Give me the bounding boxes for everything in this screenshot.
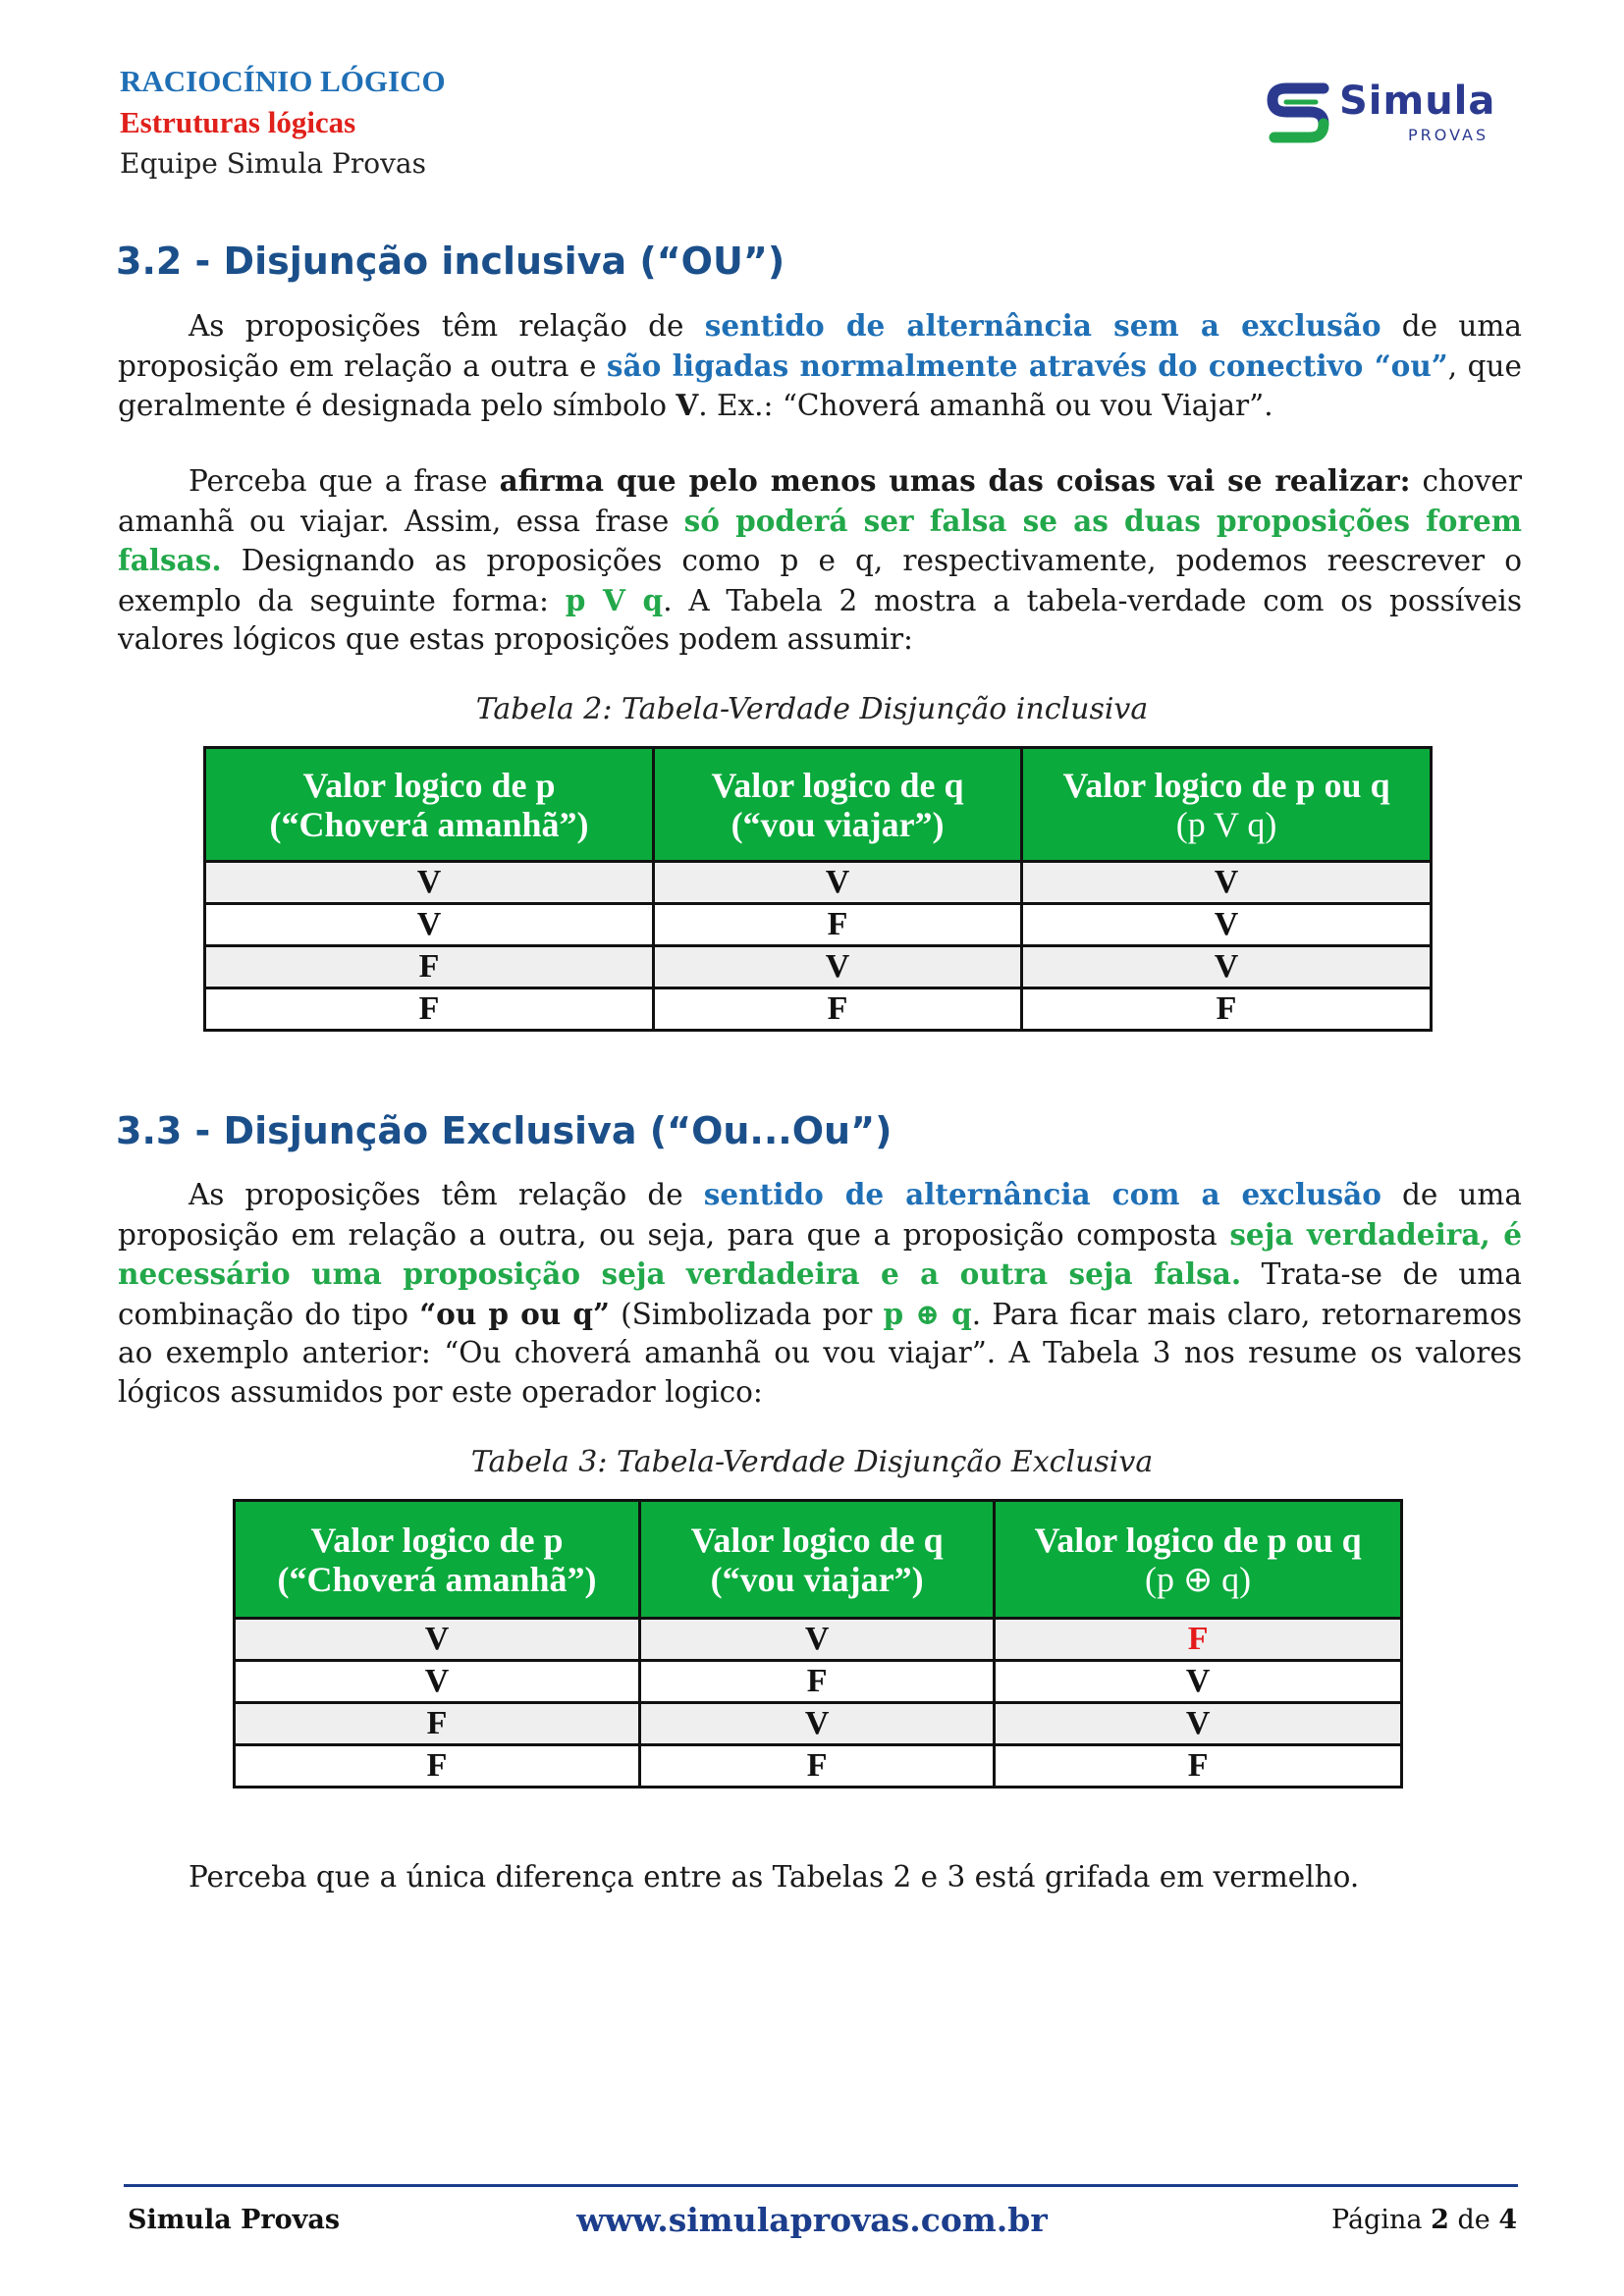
text-run: chover amanhã ou viajar. Assim, essa frase	[118, 464, 1522, 538]
text-run: . Ex.: “Choverá amanhã ou vou Viajar”.	[698, 389, 1273, 423]
header-cell-p	[205, 748, 654, 862]
text-run: (Simbolizada por	[609, 1297, 884, 1331]
header-line: (p ⊕ q)	[1145, 1559, 1252, 1599]
table-cell: F	[1022, 988, 1432, 1031]
header-line: (“Choverá amanhã”)	[269, 804, 589, 844]
symbol-or: V	[676, 388, 699, 423]
team-name: Equipe Simula Provas	[120, 147, 426, 180]
formula-p-or-q: p V q	[565, 582, 664, 617]
logo-brand: Simula	[1339, 79, 1496, 124]
header-line: (p V q)	[1175, 804, 1277, 844]
table-cell: V	[995, 1703, 1402, 1745]
table-cell: F	[205, 988, 654, 1031]
simula-s-icon	[1267, 80, 1329, 147]
text-run: Trata-se de uma combinação do tipo	[118, 1257, 1522, 1331]
text-run: Perceba que a frase	[189, 464, 500, 498]
header-cell-q	[653, 748, 1021, 862]
header-line: (“vou viajar”)	[731, 804, 945, 844]
table-cell: V	[995, 1661, 1402, 1703]
header-line: Valor logico de p ou q	[1034, 1520, 1362, 1560]
simula-logo	[1267, 80, 1494, 149]
header-line: (“Choverá amanhã”)	[277, 1559, 597, 1599]
highlight-blue: sentido de alternância sem a exclusão	[704, 308, 1381, 343]
footer-website-link[interactable]: www.simulaprovas.com.br	[576, 2201, 1048, 2239]
text-run: . Para ficar mais claro, retornaremos ao exemplo anterior: “Ou choverá amanhã ou vou viajar”. A Tabela 3 nos resume os valores lógicos assumidos por este operador logico:	[118, 1297, 1523, 1409]
table-cell: F	[653, 988, 1021, 1031]
text-run: . A Tabela 2 mostra a tabela-verdade com os possíveis valores lógicos que estas proposições podem assumir:	[118, 583, 1522, 657]
bold-run: “ou p ou q”	[419, 1296, 610, 1331]
table-cell-highlighted: F	[995, 1619, 1402, 1661]
table-header-row	[235, 1501, 1402, 1619]
of-label: de	[1457, 2205, 1490, 2235]
highlight-green: seja verdadeira, é necessário uma proposição seja verdadeira e a outra seja falsa.	[118, 1216, 1522, 1292]
table-row	[205, 862, 1432, 904]
table-cell: V	[653, 946, 1021, 988]
header-line: Valor logico de p	[302, 765, 556, 805]
table-cell: V	[235, 1661, 640, 1703]
truth-table-inclusive	[203, 746, 1433, 1032]
table-cell: V	[235, 1619, 640, 1661]
truth-table-exclusive	[233, 1499, 1403, 1789]
footer-brand: Simula Provas	[128, 2205, 341, 2235]
table-row	[205, 904, 1432, 946]
document-header	[120, 61, 446, 185]
table-cell: F	[640, 1661, 995, 1703]
table-cell: F	[640, 1745, 995, 1788]
table-cell: V	[1022, 904, 1432, 946]
text-run: As proposições têm relação de	[189, 309, 705, 343]
table-row	[205, 988, 1432, 1031]
section-3-3-title: 3.3 - Disjunção Exclusiva (“Ou...Ou”)	[116, 1109, 893, 1152]
total-pages: 4	[1498, 2205, 1518, 2235]
header-line: Valor logico de q	[690, 1520, 944, 1560]
table-cell: F	[235, 1745, 640, 1788]
text-run: Designando as proposições como p e q, respectivamente, podemos reescrever o exemplo da seguinte forma:	[118, 544, 1522, 617]
table-2-caption: Tabela 2: Tabela-Verdade Disjunção inclusiva	[475, 692, 1149, 726]
footer-divider	[124, 2184, 1518, 2187]
text-run: Perceba que a única diferença entre as Tabelas 2 e 3 está grifada em vermelho.	[189, 1860, 1360, 1894]
table-cell: F	[205, 946, 654, 988]
section-3-2-title: 3.2 - Disjunção inclusiva (“OU”)	[116, 240, 785, 283]
table-row	[235, 1703, 1402, 1745]
highlight-green: só poderá ser falsa se as duas proposições forem falsas.	[118, 503, 1522, 578]
header-line: Valor logico de q	[711, 765, 964, 805]
table-cell: V	[653, 862, 1021, 904]
table-row	[235, 1745, 1402, 1788]
table-row	[205, 946, 1432, 988]
text-run: , que geralmente é designada pelo símbolo	[118, 348, 1522, 423]
highlight-blue: sentido de alternância com a exclusão	[703, 1177, 1381, 1211]
header-cell-q	[640, 1501, 995, 1619]
table-cell: V	[1022, 862, 1432, 904]
closing-paragraph	[118, 1858, 1522, 1897]
highlight-blue: são ligadas normalmente através do conectivo “ou”	[606, 347, 1448, 383]
table-cell: V	[205, 904, 654, 946]
header-cell-p-xor-q	[995, 1501, 1402, 1619]
subject-title: RACIOCÍNIO LÓGICO	[120, 64, 446, 98]
table-cell: F	[995, 1745, 1402, 1788]
page-label: Página	[1331, 2205, 1423, 2235]
table-header-row	[205, 748, 1432, 862]
table-cell: V	[640, 1619, 995, 1661]
table-row	[235, 1661, 1402, 1703]
text-run: de uma proposição em relação a outra e	[118, 309, 1522, 383]
header-line: (“vou viajar”)	[710, 1559, 924, 1599]
text-run: As proposições têm relação de	[189, 1178, 704, 1211]
page-number	[1331, 2205, 1517, 2235]
current-page: 2	[1431, 2205, 1449, 2235]
table-row	[235, 1619, 1402, 1661]
header-cell-p	[235, 1501, 640, 1619]
section-3-2-paragraph-1	[118, 306, 1522, 426]
table-cell: V	[205, 862, 654, 904]
table-3-caption: Tabela 3: Tabela-Verdade Disjunção Exclusiva	[470, 1445, 1154, 1479]
table-cell: F	[235, 1703, 640, 1745]
table-cell: V	[1022, 946, 1432, 988]
bold-run: afirma que pelo menos umas das coisas vai se realizar:	[499, 463, 1411, 498]
header-line: Valor logico de p	[310, 1520, 564, 1560]
logo-sub: PROVAS	[1408, 126, 1489, 144]
header-cell-p-or-q	[1022, 748, 1432, 862]
table-cell: V	[640, 1703, 995, 1745]
section-3-2-paragraph-2	[118, 461, 1522, 660]
topic-title: Estruturas lógicas	[120, 105, 356, 139]
section-3-3-paragraph-1	[118, 1175, 1522, 1413]
header-line: Valor logico de p ou q	[1062, 765, 1390, 805]
text-run: de uma proposição em relação a outra, ou seja, para que a proposição composta	[118, 1178, 1522, 1252]
table-cell: F	[653, 904, 1021, 946]
formula-p-xor-q: p ⊕ q	[883, 1296, 972, 1331]
